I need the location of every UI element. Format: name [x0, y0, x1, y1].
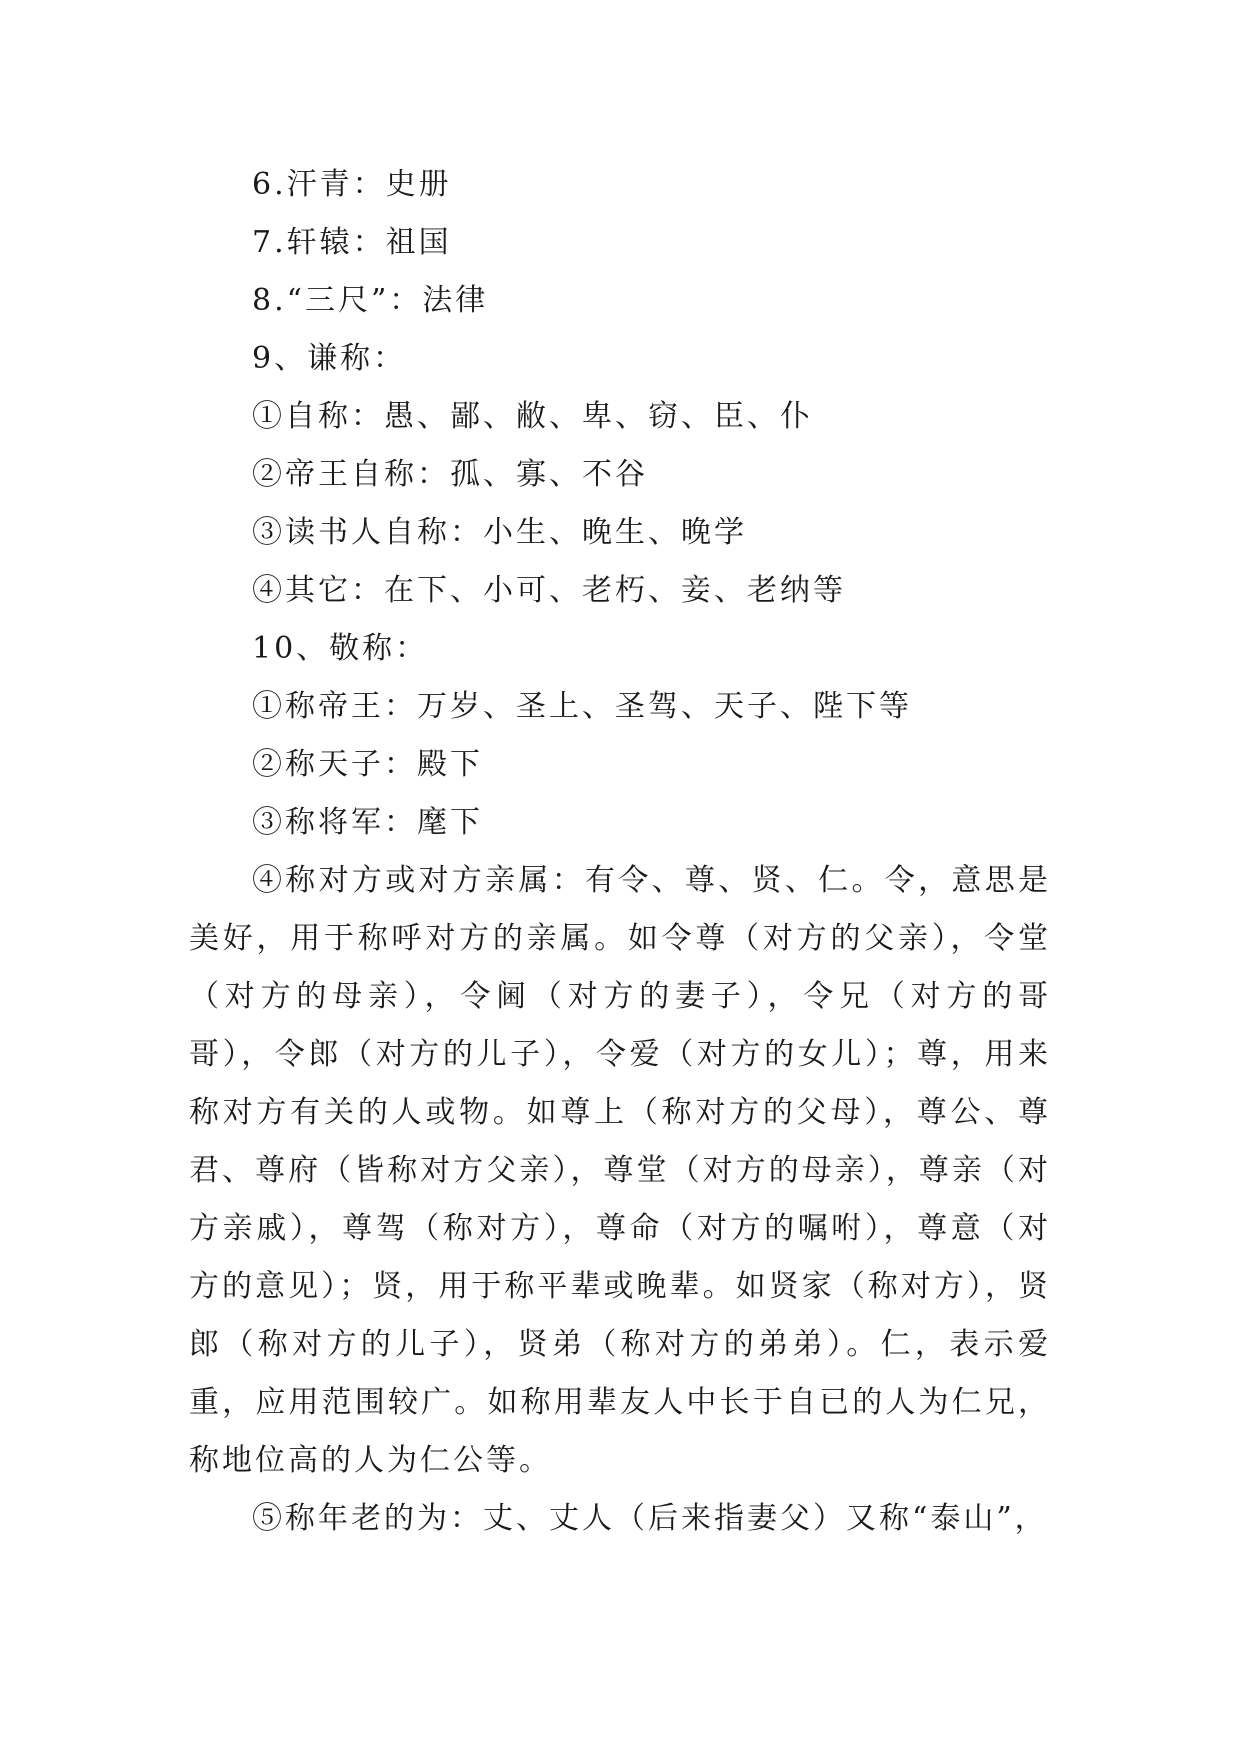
humble-term-other: ④其它：在下、小可、老朽、妾、老纳等	[252, 573, 846, 608]
item-8-sanchi: 8.“三尺”：法律	[252, 283, 489, 318]
honorific-general: ③称将军：麾下	[252, 805, 483, 840]
humble-term-self: ①自称：愚、鄙、敝、卑、窃、臣、仆	[252, 399, 813, 434]
honorific-emperor: ①称帝王：万岁、圣上、圣驾、天子、陛下等	[252, 689, 912, 724]
item-6-hanqing: 6.汗青：史册	[252, 167, 452, 202]
document-body	[189, 156, 1051, 1548]
humble-term-emperor: ②帝王自称：孤、寡、不谷	[252, 457, 648, 492]
item-7-xuanyuan: 7.轩辕：祖国	[252, 225, 452, 260]
honorific-prince: ②称天子：殿下	[252, 747, 483, 782]
honorific-elders-paragraph: ⑤称年老的为：丈、丈人（后来指妻父）又称“泰山”，	[252, 1501, 1048, 1536]
heading-9-humble-terms: 9、谦称：	[252, 341, 407, 376]
heading-10-honorific-terms: 10、敬称：	[252, 631, 429, 666]
honorific-relatives-paragraph: ④称对方或对方亲属：有令、尊、贤、仁。令，意思是美好，用于称呼对方的亲属。如令尊（对方的父亲），令堂（对方的母亲），令阃（对方的妻子），令兄（对方的哥哥），令郎（对方的儿子），令爱（对方的女儿）；尊，用来称对方有关的人或物。如尊上（称对方的父母），尊公、尊君、尊府（皆称对方父亲），尊堂（对方的母亲），尊亲（对方亲戚），尊驾（称对方），尊命（对方的嘱咐），尊意（对方的意见）；贤，用于称平辈或晚辈。如贤家（称对方），贤郎（称对方的儿子），贤弟（称对方的弟弟）。仁，表示爱重，应用范围较广。如称用辈友人中长于自已的人为仁兄，称地位高的人为仁公等。	[189, 863, 1051, 1478]
humble-term-scholar: ③读书人自称：小生、晚生、晚学	[252, 515, 747, 550]
